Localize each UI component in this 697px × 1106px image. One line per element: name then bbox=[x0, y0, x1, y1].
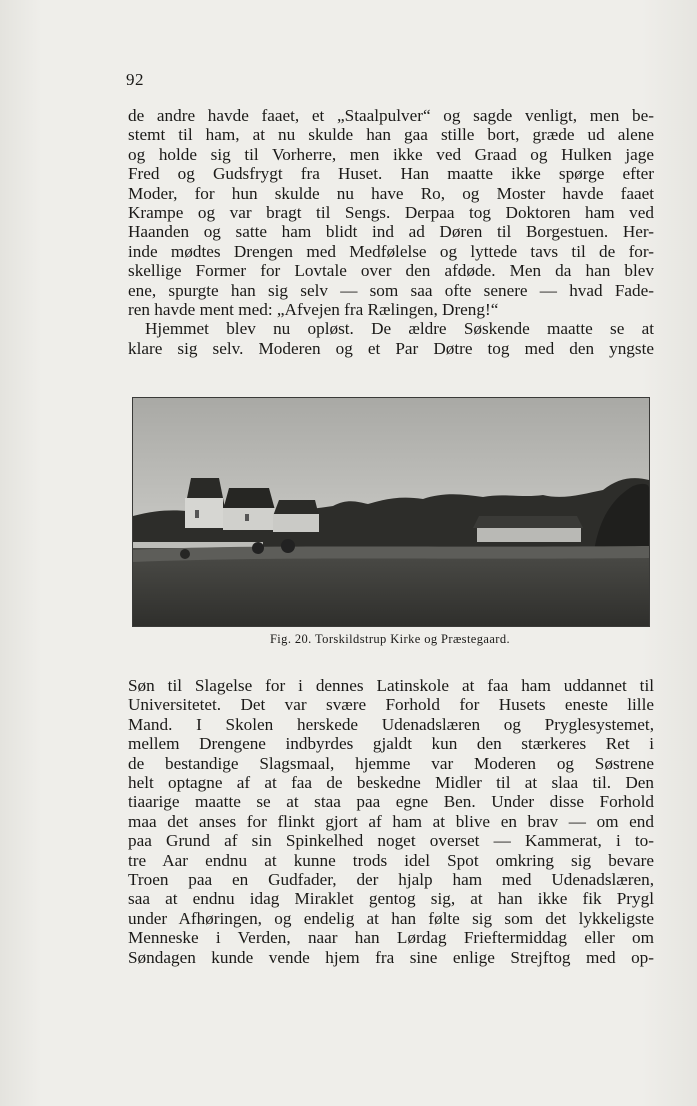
paragraph-2 bbox=[128, 319, 654, 358]
text-block-top bbox=[128, 106, 654, 358]
church-photo-illustration bbox=[133, 398, 649, 626]
text-line: klare sig selv. Moderen og et Par Døtre tog med den yngste bbox=[128, 338, 654, 358]
text-line: Moder, for hun skulde nu have Ro, og Moster havde faaet bbox=[128, 183, 654, 203]
paragraph-3 bbox=[128, 676, 654, 967]
text-line: tre Aar endnu at kunne trods idel Spot omkring sig bevare bbox=[128, 850, 654, 870]
text-line: Søn til Slagelse for i dennes Latinskole at faa ham uddannet til bbox=[128, 676, 654, 695]
text-block-bottom bbox=[128, 676, 654, 967]
text-line: Universitetet. Det var svære Forhold for Husets eneste lille bbox=[128, 695, 654, 715]
text-line: Hjemmet blev nu opløst. De ældre Søskende maatte se at bbox=[145, 319, 654, 339]
text-line: Menneske i Verden, naar han Lørdag Frieftermiddag eller om bbox=[128, 928, 654, 948]
text-line: ren havde ment med: „Afvejen fra Rælingen, Dreng!“ bbox=[128, 300, 499, 320]
text-line: mellem Drengene indbyrdes gjaldt kun den stærkeres Ret i bbox=[128, 734, 654, 754]
text-line: Fred og Gudsfrygt fra Huset. Han maatte ikke spørge efter bbox=[128, 164, 654, 184]
text-line: maa det anses for flinkt gjort af ham at blive en brav — om end bbox=[128, 811, 654, 831]
text-line: de bestandige Slagsmaal, hjemme var Moderen og Søstrene bbox=[128, 753, 654, 773]
text-line: ene, spurgte han sig selv — som saa ofte senere — hvad Fade- bbox=[128, 280, 654, 300]
text-line: tiaarige maatte se at staa paa egne Ben. Under disse Forhold bbox=[128, 792, 654, 812]
text-line: paa Grund af sin Spinkelhed noget overset — Kammerat, i to- bbox=[128, 831, 654, 851]
figure-caption: Fig. 20. Torskildstrup Kirke og Præstegaard. bbox=[269, 632, 511, 646]
text-line: under Afhøringen, og endelig at han følte sig som det lykkeligste bbox=[128, 908, 654, 928]
text-line: saa at endnu idag Miraklet gentog sig, at han ikke fik Prygl bbox=[128, 889, 654, 909]
text-line: Troen paa en Gudfader, der hjalp ham med Udenadslæren, bbox=[128, 870, 654, 890]
text-line: inde mødtes Drengen med Medfølelse og lyttede tavs til de for- bbox=[128, 241, 654, 261]
figure-photo-church bbox=[132, 397, 650, 627]
text-line: skellige Former for Lovtale over den afdøde. Men da han blev bbox=[128, 261, 654, 281]
text-line: Haanden og satte ham blidt ind ad Døren til Borgestuen. Her- bbox=[128, 222, 654, 242]
paragraph-1 bbox=[128, 106, 654, 319]
text-line: helt optagne af at faa de beskedne Midler til at slaa til. Den bbox=[128, 773, 654, 793]
text-line: og holde sig til Vorherre, men ikke ved Graad og Hulken jage bbox=[128, 144, 654, 164]
page-number: 92 bbox=[126, 70, 144, 89]
text-line: stemt til ham, at nu skulde han gaa stille bort, græde ud alene bbox=[128, 125, 654, 145]
text-line: Krampe og var bragt til Sengs. Derpaa tog Doktoren ham ved bbox=[128, 203, 654, 223]
text-line: Søndagen kunde vende hjem fra sine enlige Strejftog med op- bbox=[128, 947, 654, 967]
text-line: de andre havde faaet, et „Staalpulver“ og sagde venligt, men be- bbox=[128, 106, 654, 125]
text-line: Mand. I Skolen herskede Udenadslæren og Pryglesystemet, bbox=[128, 714, 654, 734]
